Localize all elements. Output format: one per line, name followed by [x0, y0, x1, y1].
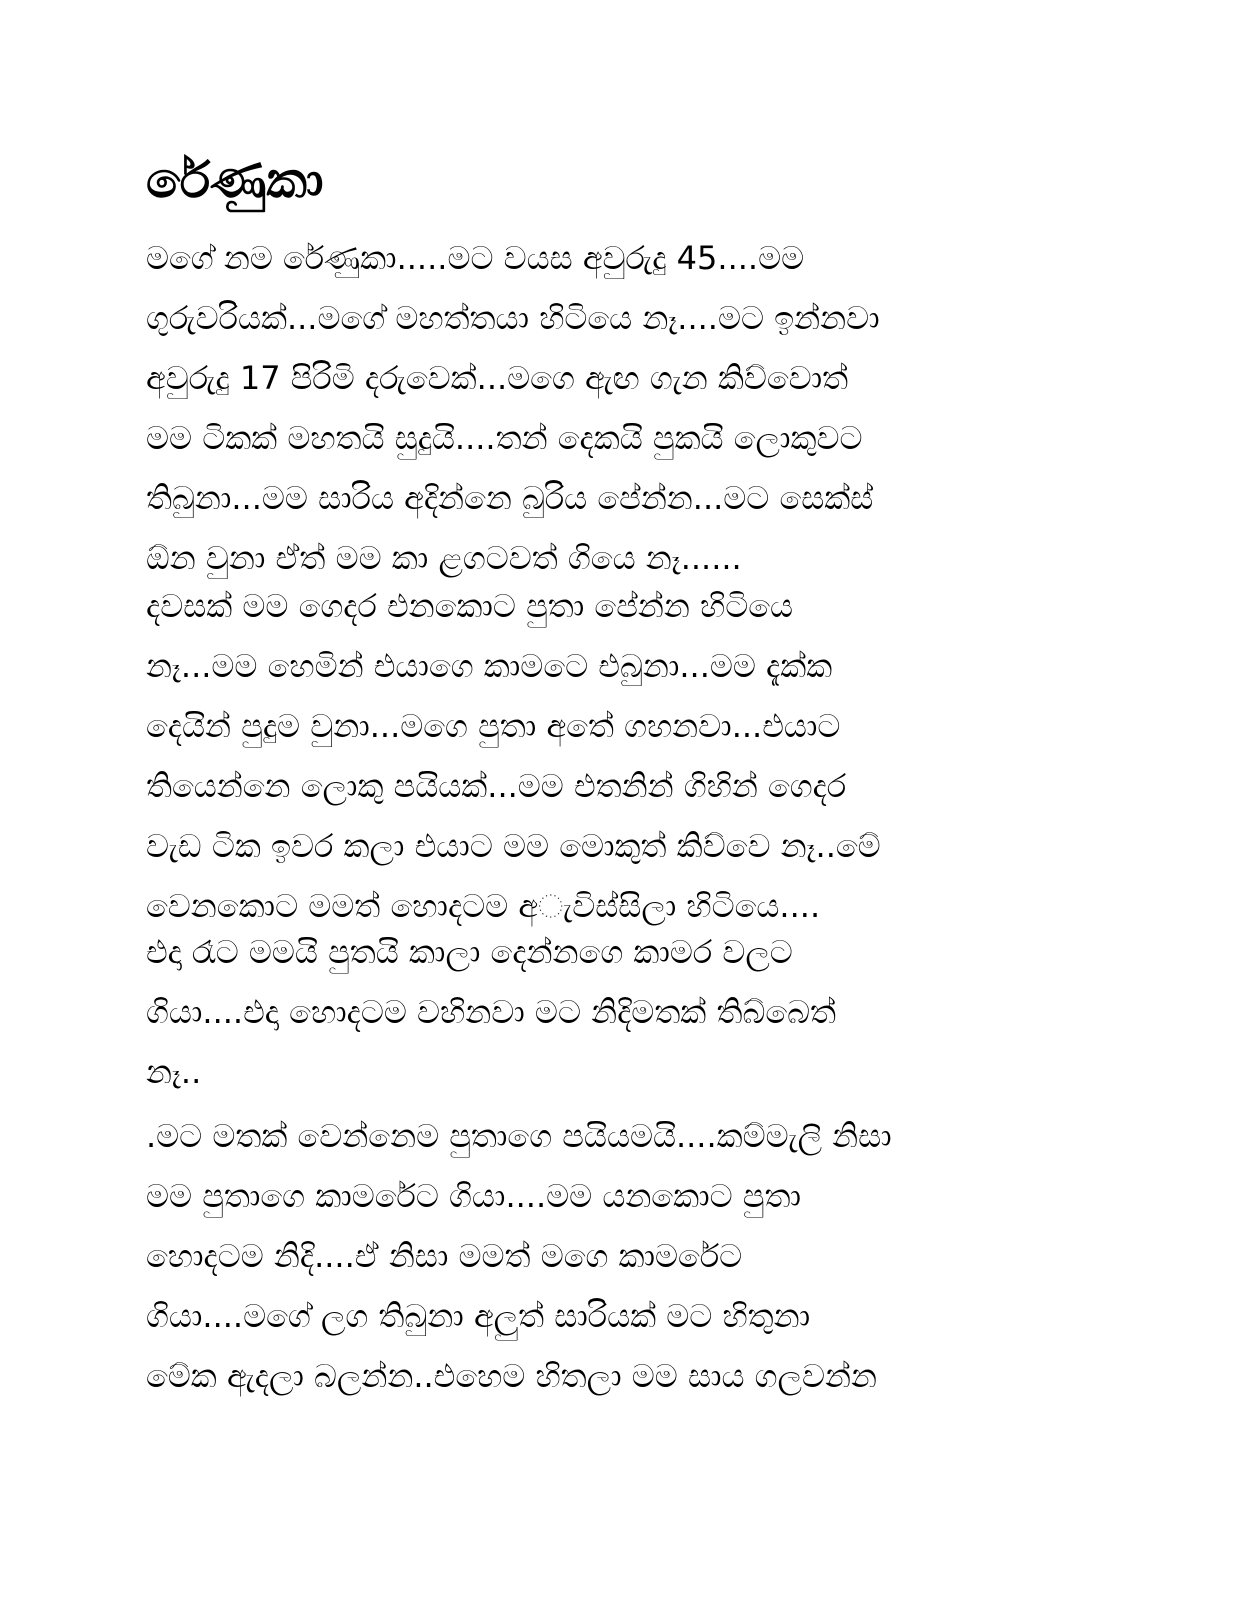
text-line: ගියා....මගේ ලග තිබුනා අලුත් සාරියක් මට හිතුනා — [146, 1297, 811, 1335]
paragraph-3 — [146, 922, 1106, 1102]
text-line: ගුරුවරියක්...මගේ මහත්තයා හිටියෙ නෑ....මට ඉන්නවා — [146, 299, 880, 337]
paragraph-1 — [146, 228, 1106, 588]
text-line: ගියා....එදා හොදටම වහිනවා මට නිදිමතක් තිබ්බෙත් — [146, 993, 836, 1031]
text-line: නෑ.. — [146, 1053, 202, 1091]
paragraph-2 — [146, 576, 1106, 936]
text-line: අවුරුදු 17 පිරිමි දරුවෙක්...මගෙ ඇඟ ගැන කිව්වොත් — [146, 359, 849, 397]
text-line: වැඩ ටික ඉවර කලා එයාට මම මොකුත් කිව්වෙ නෑ..මේ — [146, 827, 881, 865]
text-line: වෙනකොට මමත් හොදටම අැවිස්සිලා හිටියෙ.... — [146, 887, 821, 925]
text-line: තියෙන්නෙ ලොකු පයියක්...මම එතනින් ගිහින් ගෙදර — [146, 767, 847, 805]
text-line: එදා රෑට මමයි පුතයි කාලා දෙන්නගෙ කාමර වලට — [146, 933, 793, 971]
text-line: මම ටිකක් මහතයි සුදුයි....තන් දෙකයි පුකයි ලොකුවට — [146, 419, 863, 457]
text-line: නෑ...මම හෙමින් එයාගෙ කාමටෙ එබුනා...මම දැක්ක — [146, 647, 833, 685]
text-line: දෙයින් පුදුම වුනා...මගෙ පුතා අතේ ගහනවා...එයාට — [146, 707, 841, 745]
text-line: හොදටම නිදි....ඒ නිසා මමත් මගෙ කාමරේට — [146, 1237, 743, 1275]
text-line: මගේ නම රේණුකා.....මට වයස අවුරුදු 45....මම — [146, 239, 805, 277]
text-line: .මට මතක් වෙන්නෙම පුතාගෙ පයියමයි....කම්මැලි නිසා — [146, 1117, 892, 1155]
text-line: මේක ඇදලා බලන්න..එහෙම හිතලා මම සාය ගලවන්න — [146, 1357, 877, 1395]
text-line: මම පුතාගෙ කාමරේට ගියා....මම යනකොට පුතා — [146, 1177, 801, 1215]
paragraph-4 — [146, 1106, 1106, 1406]
story-title: රේණුකා — [146, 151, 324, 209]
text-line: දවසක් මම ගෙදර එනකොට පුතා පේන්න හිටියෙ — [146, 587, 794, 625]
text-line: තිබුනා...මම සාරිය අදින්නෙ බුරිය පේන්න...මට සෙක්ස් — [146, 479, 874, 517]
text-line: ඕන වුනා ඒත් මම කා ළගටවත් ගියෙ නෑ...... — [146, 539, 742, 577]
